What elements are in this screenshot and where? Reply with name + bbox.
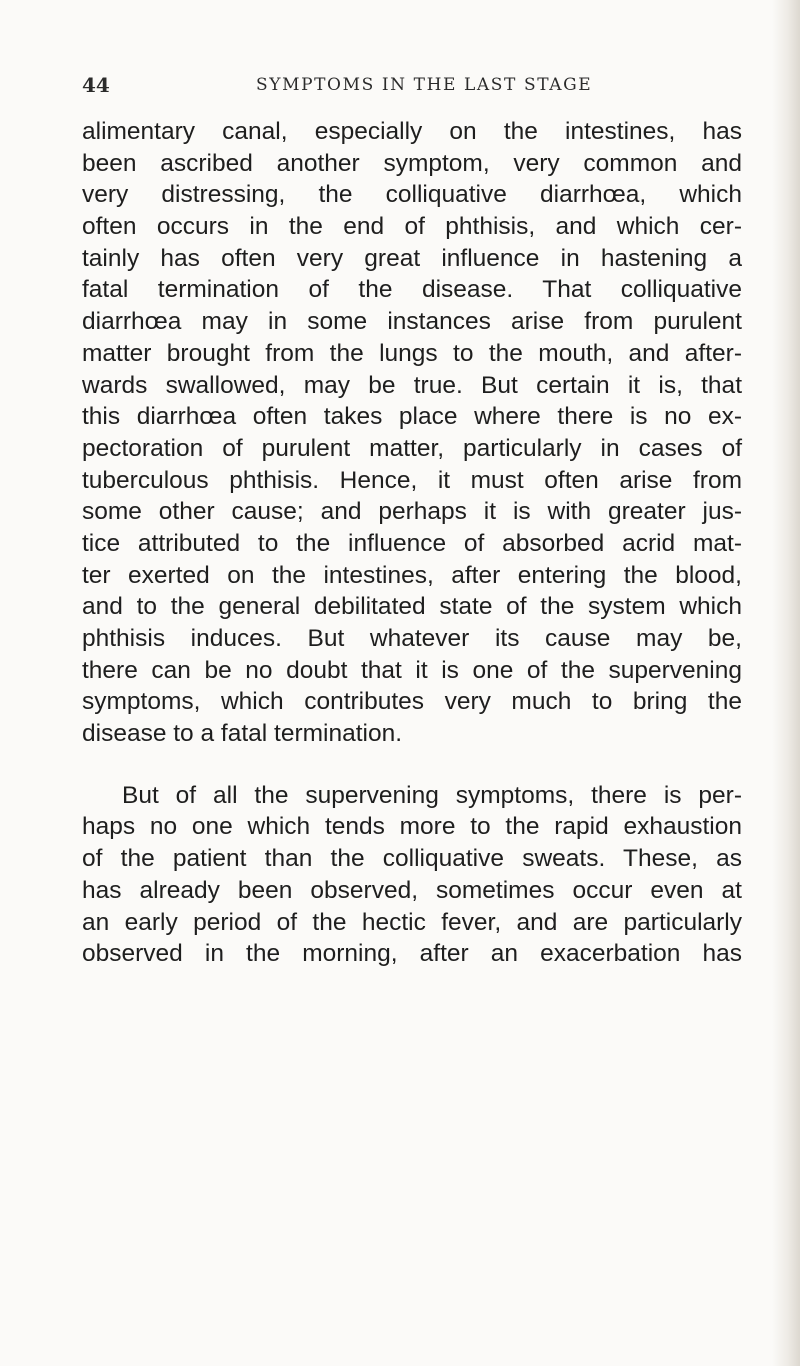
text-line: has already been observed, sometimes occur even at: [82, 876, 742, 904]
body-text: [82, 116, 742, 970]
page-edge-shadow: [772, 0, 800, 1366]
text-line: this diarrhœa often takes place where there is no ex-: [82, 403, 742, 431]
text-line: wards swallowed, may be true. But certain it is, that: [82, 371, 742, 399]
page-header: [82, 73, 742, 103]
paragraph: [82, 116, 742, 750]
text-line: of the patient than the colliquative sweats. These, as: [82, 845, 742, 873]
text-line: diarrhœa may in some instances arise from purulent: [82, 308, 742, 336]
text-line: and to the general debilitated state of the system which: [82, 593, 742, 621]
text-line: observed in the morning, after an exacerbation has: [82, 940, 742, 968]
page-number: 44: [82, 73, 110, 97]
text-line: often occurs in the end of phthisis, and which cer-: [82, 213, 742, 241]
text-line: an early period of the hectic fever, and are particularly: [82, 908, 742, 936]
running-title: SYMPTOMS IN THE LAST STAGE: [256, 75, 593, 95]
text-line: very distressing, the colliquative diarrhœa, which: [82, 181, 742, 209]
text-line: alimentary canal, especially on the intestines, has: [82, 118, 742, 145]
paragraph-spacer: [82, 750, 742, 780]
paragraph: [82, 780, 742, 970]
text-line: tuberculous phthisis. Hence, it must often arise from: [82, 466, 742, 494]
text-line: matter brought from the lungs to the mouth, and after-: [82, 339, 742, 367]
text-line: fatal termination of the disease. That colliquative: [82, 276, 742, 304]
text-line: phthisis induces. But whatever its cause may be,: [82, 625, 742, 652]
text-line: pectoration of purulent matter, particularly in cases of: [82, 434, 742, 462]
text-line: haps no one which tends more to the rapid exhaustion: [82, 813, 742, 841]
text-line: some other cause; and perhaps it is with greater jus-: [82, 498, 742, 526]
text-line: ter exerted on the intestines, after entering the blood,: [82, 561, 742, 589]
text-line: But of all the supervening symptoms, there is per-: [122, 781, 742, 809]
text-line: disease to a fatal termination.: [82, 720, 403, 748]
text-line: tice attributed to the influence of absorbed acrid mat-: [82, 529, 742, 557]
text-line: there can be no doubt that it is one of the supervening: [82, 656, 742, 684]
text-line: been ascribed another symptom, very common and: [82, 149, 742, 177]
text-line: tainly has often very great influence in hastening a: [82, 244, 742, 272]
text-line: symptoms, which contributes very much to bring the: [82, 688, 742, 716]
